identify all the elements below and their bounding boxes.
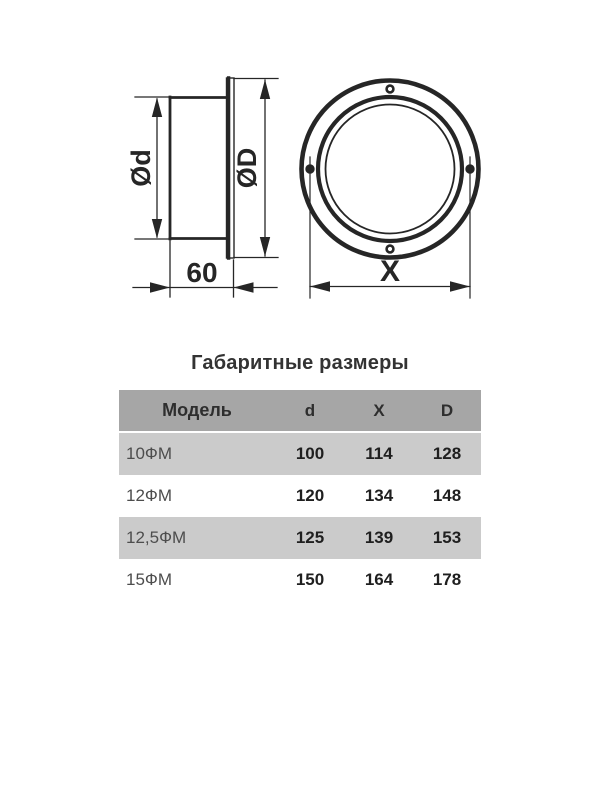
column-header-D: D (440, 400, 454, 420)
dimensions-table (119, 390, 481, 601)
flange-outer-circle (302, 81, 479, 258)
model-cell: 12,5ФМ (126, 528, 187, 547)
x-cell: 134 (364, 486, 394, 505)
technical-drawing (0, 0, 600, 335)
outer-diameter-label: ØD (232, 147, 263, 189)
table-row (119, 559, 481, 601)
dimension-outer-diameter (232, 79, 278, 258)
arrowhead-up (152, 98, 162, 118)
model-cell: 10ФМ (126, 444, 172, 463)
front-view (302, 81, 479, 299)
collar-circle (318, 97, 462, 241)
arrowhead-left (234, 282, 254, 292)
d-cell: 150 (295, 570, 325, 589)
D-cell: 178 (432, 570, 462, 589)
screw-hole-top (387, 86, 394, 93)
model-cell: 12ФМ (126, 486, 172, 505)
x-cell: 164 (364, 570, 394, 589)
x-cell: 114 (365, 444, 393, 463)
inner-diameter-label: Ød (126, 149, 157, 187)
table-row (119, 475, 481, 517)
d-cell: 125 (295, 528, 325, 547)
side-view (126, 78, 278, 297)
section-title: Габаритные размеры (191, 352, 409, 374)
model-cell: 15ФМ (126, 570, 172, 589)
screw-hole-bottom (387, 246, 394, 253)
table-row (119, 517, 481, 559)
arrowhead-up (260, 80, 270, 100)
duct-opening-circle (326, 105, 455, 234)
arrowhead-right (150, 282, 170, 292)
d-cell: 100 (295, 444, 325, 463)
depth-label: 60 (186, 257, 218, 288)
dimension-inner-diameter (126, 97, 170, 239)
column-header-model: Модель (162, 400, 232, 420)
D-cell: 148 (432, 486, 462, 505)
arrowhead-right (450, 281, 470, 291)
dimension-depth (133, 241, 277, 297)
dimension-bolt-circle (310, 157, 470, 298)
bolt-circle-label: X (379, 255, 401, 288)
arrowhead-down (152, 219, 162, 239)
d-cell: 120 (295, 486, 325, 505)
table-header-row (119, 390, 481, 433)
column-header-d: d (304, 400, 316, 420)
D-cell: 153 (432, 528, 462, 547)
arrowhead-left (310, 281, 330, 291)
x-cell: 139 (364, 528, 394, 547)
table-row (119, 433, 481, 475)
column-header-x: X (373, 400, 385, 420)
D-cell: 128 (432, 444, 462, 463)
arrowhead-down (260, 237, 270, 257)
